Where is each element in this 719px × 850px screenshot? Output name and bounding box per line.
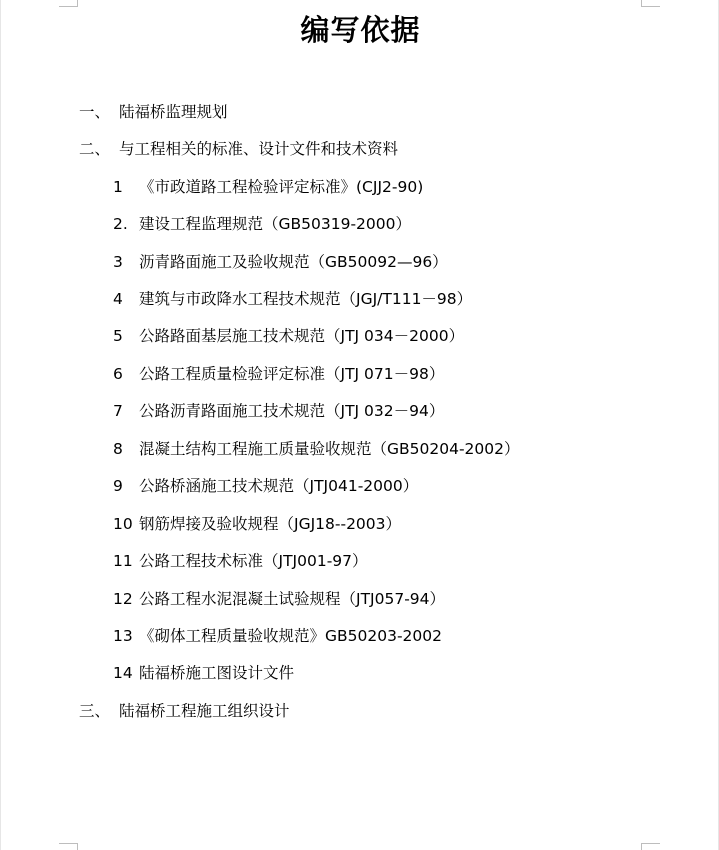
page-corner-mark <box>59 843 78 850</box>
item-number: 3 <box>113 253 123 271</box>
section-text: 陆福桥监理规划 <box>119 103 228 121</box>
section-text: 陆福桥工程施工组织设计 <box>119 702 290 720</box>
reference-item <box>113 400 444 422</box>
item-text: 公路沥青路面施工技术规范（JTJ 032－94） <box>139 402 445 420</box>
item-number: 14 <box>113 664 133 682</box>
item-number: 7 <box>113 402 123 420</box>
item-text: 钢筋焊接及验收规程（JGJ18--2003） <box>139 515 402 533</box>
item-number: 4 <box>113 290 123 308</box>
item-text: 陆福桥施工图设计文件 <box>139 664 295 682</box>
document-title: 编写依据 <box>300 13 421 47</box>
item-text: 沥青路面施工及验收规范（GB50092—96） <box>139 253 448 271</box>
item-number: 12 <box>113 590 133 608</box>
item-number: 9 <box>113 477 123 495</box>
section-number: 二、 <box>79 140 111 158</box>
section-heading <box>79 138 398 160</box>
reference-item <box>113 550 368 572</box>
item-number: 5 <box>113 327 123 345</box>
section-number: 一、 <box>79 103 111 121</box>
item-number: 11 <box>113 552 133 570</box>
item-text: 《砌体工程质量验收规范》GB50203-2002 <box>139 627 442 645</box>
item-text: 公路工程技术标准（JTJ001-97） <box>139 552 368 570</box>
item-text: 《市政道路工程检验评定标准》(CJJ2-90) <box>139 178 424 196</box>
section-text: 与工程相关的标准、设计文件和技术资料 <box>119 140 399 158</box>
page-corner-mark <box>59 0 78 7</box>
section-number: 三、 <box>79 702 111 720</box>
reference-item <box>113 213 411 235</box>
item-text: 建筑与市政降水工程技术规范（JGJ/T111－98） <box>139 290 473 308</box>
reference-item <box>113 288 472 310</box>
page-corner-mark <box>641 843 660 850</box>
reference-item <box>113 475 418 497</box>
reference-item <box>113 513 401 535</box>
reference-item <box>113 662 294 684</box>
reference-item <box>113 625 442 647</box>
item-text: 建设工程监理规范（GB50319-2000） <box>139 215 411 233</box>
item-number: 8 <box>113 440 123 458</box>
section-heading <box>79 700 290 722</box>
item-text: 公路桥涵施工技术规范（JTJ041-2000） <box>139 477 419 495</box>
item-text: 公路路面基层施工技术规范（JTJ 034－2000） <box>139 327 465 345</box>
item-number: 2. <box>113 215 128 233</box>
item-text: 公路工程水泥混凝土试验规程（JTJ057-94） <box>139 590 446 608</box>
item-text: 混凝土结构工程施工质量验收规范（GB50204-2002） <box>139 440 520 458</box>
item-number: 6 <box>113 365 123 383</box>
reference-item <box>113 325 464 347</box>
item-number: 13 <box>113 627 133 645</box>
item-text: 公路工程质量检验评定标准（JTJ 071－98） <box>139 365 445 383</box>
page-corner-mark <box>641 0 660 7</box>
reference-item <box>113 363 444 385</box>
item-number: 1 <box>113 178 123 196</box>
reference-item <box>113 251 448 273</box>
reference-item <box>113 176 423 198</box>
reference-item <box>113 438 520 460</box>
item-number: 10 <box>113 515 133 533</box>
section-heading <box>79 101 228 123</box>
reference-item <box>113 588 445 610</box>
